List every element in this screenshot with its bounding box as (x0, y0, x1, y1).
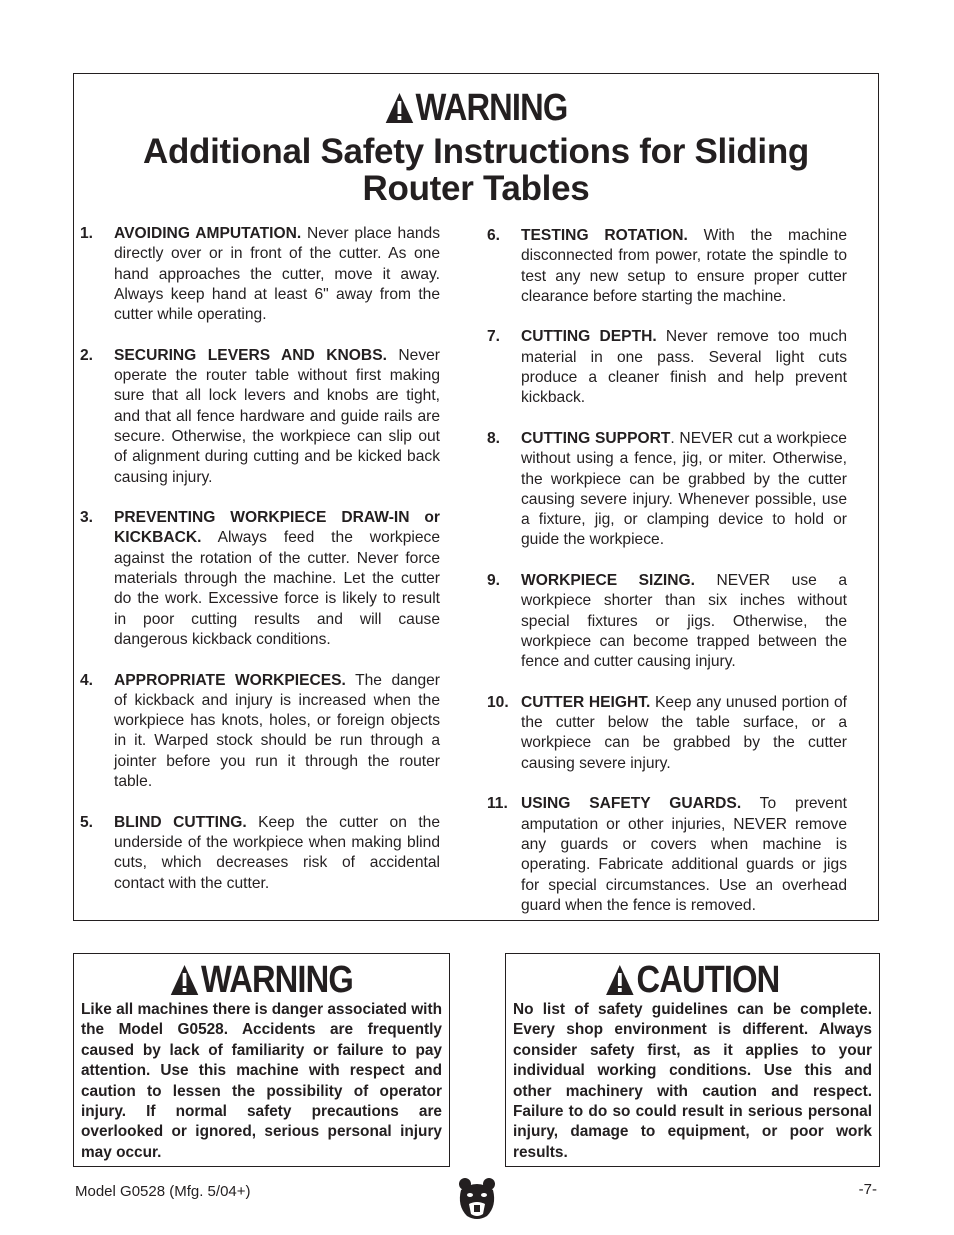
caution-box (505, 953, 880, 1167)
safety-instructions-box (73, 73, 879, 921)
instruction-item (80, 508, 440, 650)
warning-banner-text: WARNING (201, 958, 353, 1001)
instruction-item (487, 794, 847, 916)
instruction-item (80, 671, 440, 793)
item-heading: CUTTER HEIGHT. (521, 693, 651, 711)
general-warning-box (73, 953, 450, 1167)
warning-triangle-icon (170, 964, 199, 996)
item-body (114, 346, 440, 488)
item-number: 5. (80, 813, 94, 831)
item-number: 8. (487, 429, 501, 447)
item-number: 1. (80, 225, 94, 242)
item-text: Never operate the router table without first making sure that all lock levers and knobs are tight, and that all fence hardware and guide rails are secure. Otherwise, the workpiece can slip out of alignment during cutting and be kicked back causing injury. (114, 346, 440, 486)
item-number: 6. (487, 227, 501, 244)
instruction-item (487, 571, 847, 672)
item-text: With the machine disconnected from power, rotate the spindle to test any new setup to ensure proper cutter clearance before starting the machine. (521, 227, 847, 305)
item-body (114, 508, 440, 650)
item-text: Never remove too much material in one pass. Several light cuts produce a cleaner finish and help prevent kickback. (521, 328, 847, 407)
item-heading: WORKPIECE SIZING. (521, 572, 695, 590)
item-number: 11. (487, 795, 508, 813)
instruction-item (80, 813, 440, 894)
item-body (521, 794, 847, 916)
item-number: 10. (487, 693, 509, 711)
item-text: Always feed the workpiece against the rotation of the cutter. Never force materials through the machine. Let the cutter do the work. Excessive force is likely to result in poor cutting results and will cause dangerous kickback conditions. (114, 529, 440, 648)
caution-triangle-icon (606, 964, 635, 996)
instruction-item (487, 226, 847, 307)
warning-text: Like all machines there is danger associated with the Model G0528. Accidents are frequently caused by lack of familiarity or failure to pay attention. Use this machine with respect and caution to lessen the possibility of operator injury. If normal safety precautions are overlooked or ignored, serious personal injury may occur. (81, 1001, 442, 1161)
item-heading: AVOIDING AMPUTATION. (114, 225, 302, 242)
item-text: Keep the cutter on the underside of the workpiece when making blind cuts, which decreases risk of accidental contact with the cutter. (114, 813, 441, 892)
item-body (114, 671, 440, 793)
instruction-item (80, 224, 440, 325)
item-text: The danger of kickback and injury is increased when the workpiece has knots, holes, or foreign objects in it. Warped stock should be run through a jointer before you run it through the router table. (114, 671, 440, 791)
item-text: NEVER use a workpiece shorter than six inches without special fixtures or jigs. Otherwise, the workpiece can become trapped between the fence and cutter causing injury. (521, 572, 847, 671)
item-body (521, 693, 847, 774)
item-body (114, 224, 440, 325)
footer-model: Model G0528 (Mfg. 5/04+) (75, 1183, 251, 1200)
item-number: 4. (80, 671, 94, 689)
item-body (521, 226, 847, 307)
item-heading: USING SAFETY GUARDS. (521, 795, 742, 813)
warning-banner (130, 88, 821, 128)
item-heading: BLIND CUTTING. (114, 813, 247, 831)
caution-banner-text: CAUTION (636, 958, 780, 1001)
item-body (521, 429, 847, 551)
item-number: 7. (487, 328, 501, 346)
warning-banner (100, 960, 423, 1000)
item-body (114, 813, 440, 894)
instruction-item (487, 327, 847, 408)
warning-triangle-icon (385, 92, 414, 124)
bear-logo-icon (457, 1176, 497, 1222)
item-heading: SECURING LEVERS AND KNOBS. (114, 346, 387, 364)
right-column (487, 226, 847, 936)
caution-text: No list of safety guidelines can be complete. Every shop environment is different. Always consider safety first, as it applies to your individual working conditions. Use this and other machinery with caution and respect. Failure to do so could result in serious personal injury, damage to equipment, or poor work results. (513, 1001, 872, 1161)
page-title: Additional Safety Instructions for Sliding Router Tables (142, 132, 810, 208)
item-number: 2. (80, 346, 94, 364)
item-text: To prevent amputation or other injuries, NEVER remove any guards or covers when machine is operating. Fabricate additional guards or jigs for special circumstances. Use an overhead guard when the fence is removed. (521, 795, 847, 914)
item-number: 3. (80, 509, 94, 527)
item-heading: PREVENTING WORKPIECE DRAW-IN or KICKBACK. (114, 509, 440, 547)
caution-banner (532, 960, 853, 1000)
instruction-item (487, 429, 847, 551)
instruction-item (80, 346, 440, 488)
item-text: Never place hands directly over or in front of the cutter. As one hand approaches the cutter, move it away. Always keep hand at least 6" away from the cutter while operating. (114, 225, 441, 324)
item-number: 9. (487, 572, 501, 590)
instruction-item (487, 693, 847, 774)
item-text: . NEVER cut a workpiece without using a fence, jig, or miter. Otherwise, the workpiece can be grabbed by the cutter causing severe injury. Whenever possible, use a fixture, jig, or clamping device to hold or guide the workpiece. (521, 429, 847, 549)
page-number: -7- (858, 1181, 877, 1198)
warning-banner-text: WARNING (415, 86, 568, 129)
item-body (521, 327, 847, 408)
item-heading: TESTING ROTATION. (521, 227, 688, 244)
item-body (521, 571, 847, 672)
item-heading: CUTTING DEPTH. (521, 328, 657, 346)
item-heading: CUTTING SUPPORT (521, 429, 671, 447)
left-column (80, 224, 440, 914)
item-text: Keep any unused portion of the cutter below the table surface, or a workpiece can be grabbed by the cutter causing severe injury. (521, 693, 847, 772)
item-heading: APPROPRIATE WORKPIECES. (114, 671, 346, 689)
